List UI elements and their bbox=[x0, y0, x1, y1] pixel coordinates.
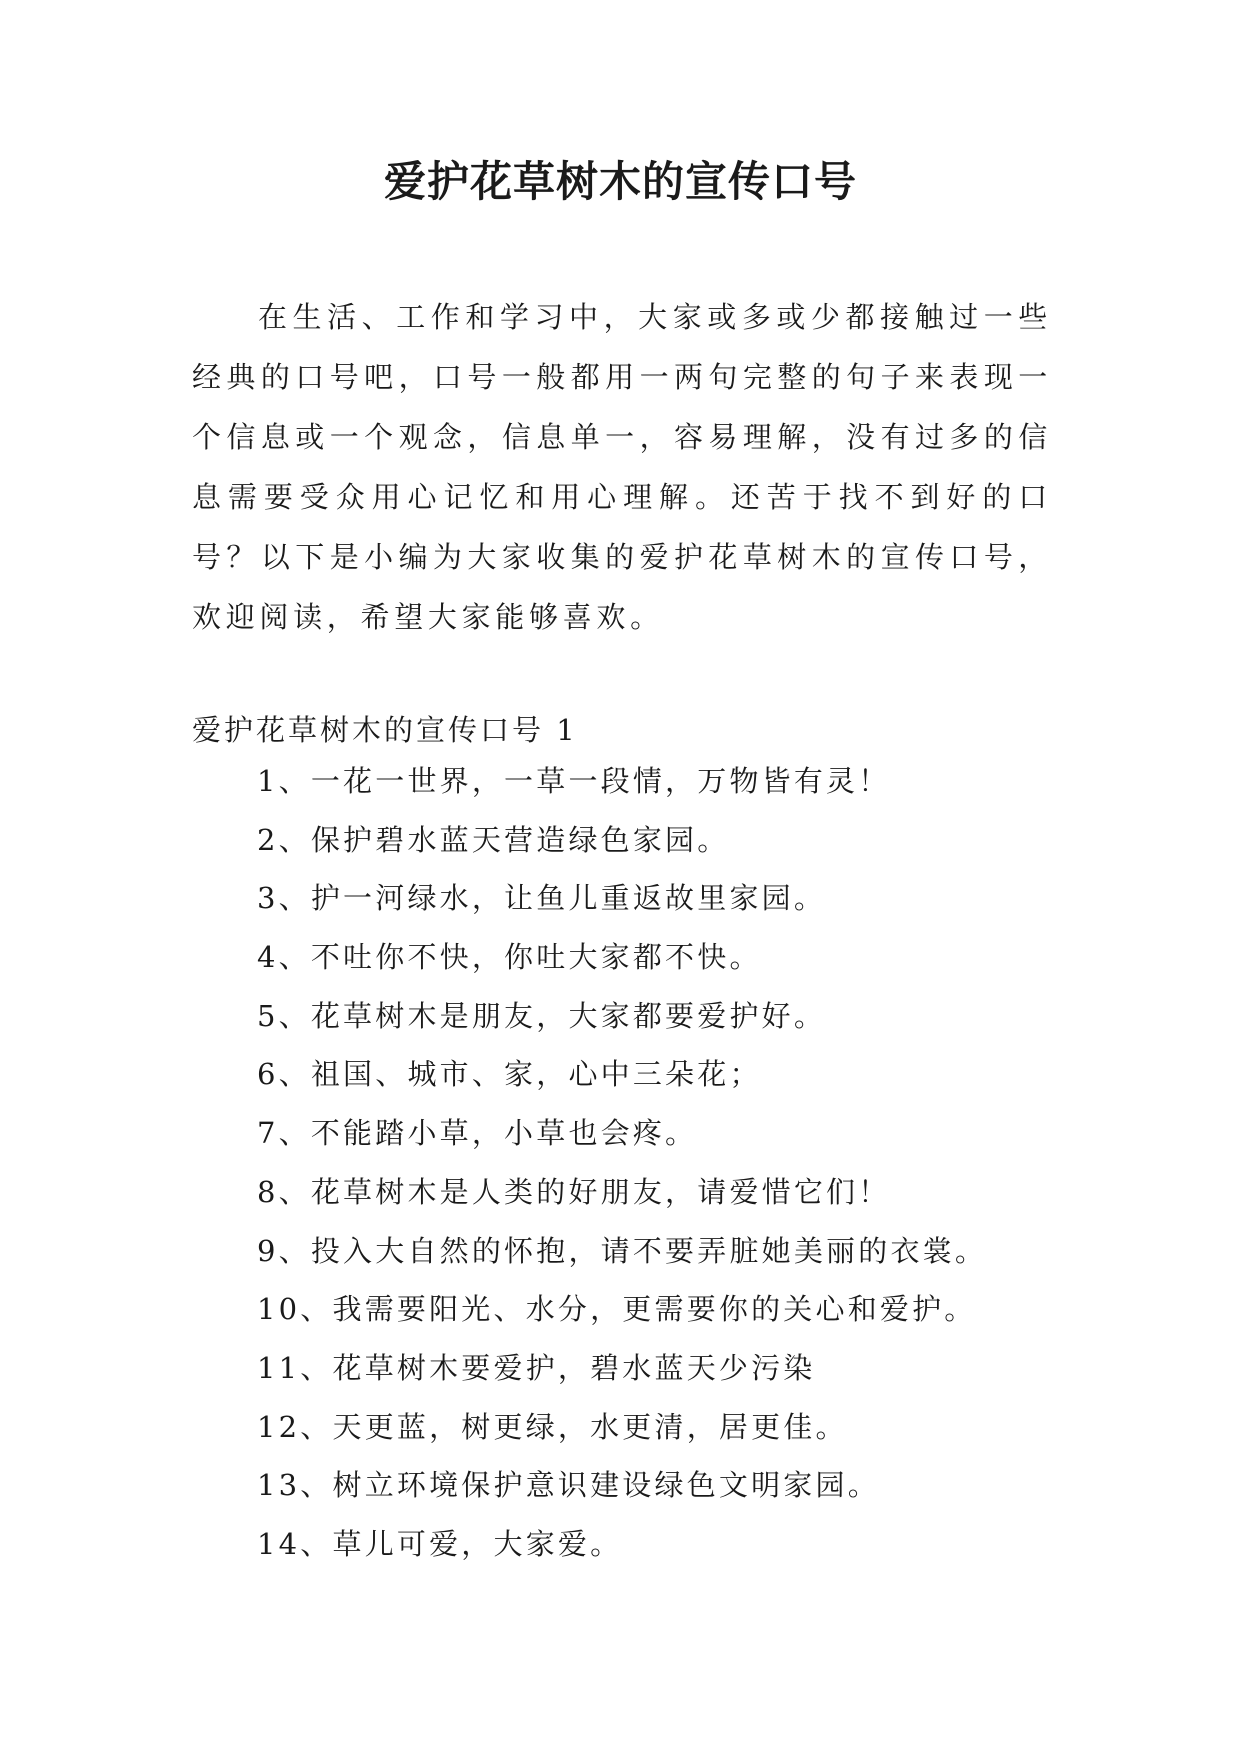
list-item: 14、草儿可爱，大家爱。 bbox=[257, 1526, 623, 1561]
slogan-list bbox=[257, 752, 1057, 1574]
list-item: 9、投入大自然的怀抱，请不要弄脏她美丽的衣裳。 bbox=[257, 1233, 988, 1268]
list-item: 7、不能踏小草，小草也会疼。 bbox=[257, 1116, 698, 1151]
list-item: 11、花草树木要爱护，碧水蓝天少污染 bbox=[257, 1350, 816, 1385]
list-item: 10、我需要阳光、水分，更需要你的关心和爱护。 bbox=[257, 1292, 977, 1327]
list-item: 1、一花一世界，一草一段情，万物皆有灵！ bbox=[257, 764, 891, 798]
list-item: 3、护一河绿水，让鱼儿重返故里家园。 bbox=[257, 881, 827, 916]
list-item: 6、祖国、城市、家，心中三朵花； bbox=[257, 1057, 762, 1092]
list-item: 12、天更蓝，树更绿，水更清，居更佳。 bbox=[257, 1409, 848, 1444]
list-item: 8、花草树木是人类的好朋友，请爱惜它们！ bbox=[257, 1174, 891, 1209]
list-item: 4、不吐你不快，你吐大家都不快。 bbox=[257, 940, 762, 975]
list-item: 13、树立环境保护意识建设绿色文明家园。 bbox=[257, 1468, 880, 1503]
list-item: 2、保护碧水蓝天营造绿色家园。 bbox=[257, 822, 730, 857]
list-item: 5、花草树木是朋友，大家都要爱护好。 bbox=[257, 998, 827, 1033]
document-title: 爱护花草树木的宣传口号 bbox=[383, 157, 857, 206]
section-heading: 爱护花草树木的宣传口号 1 bbox=[192, 713, 578, 747]
intro-paragraph: 在生活、工作和学习中，大家或多或少都接触过一些经典的口号吧，口号一般都用一两句完整的句子来表现一个信息或一个观念，信息单一，容易理解，没有过多的信息需要受众用心记忆和用心理解。还苦于找不到好的口号？以下是小编为大家收集的爱护花草树木的宣传口号，欢迎阅读，希望大家能够喜欢。 bbox=[192, 300, 1052, 634]
